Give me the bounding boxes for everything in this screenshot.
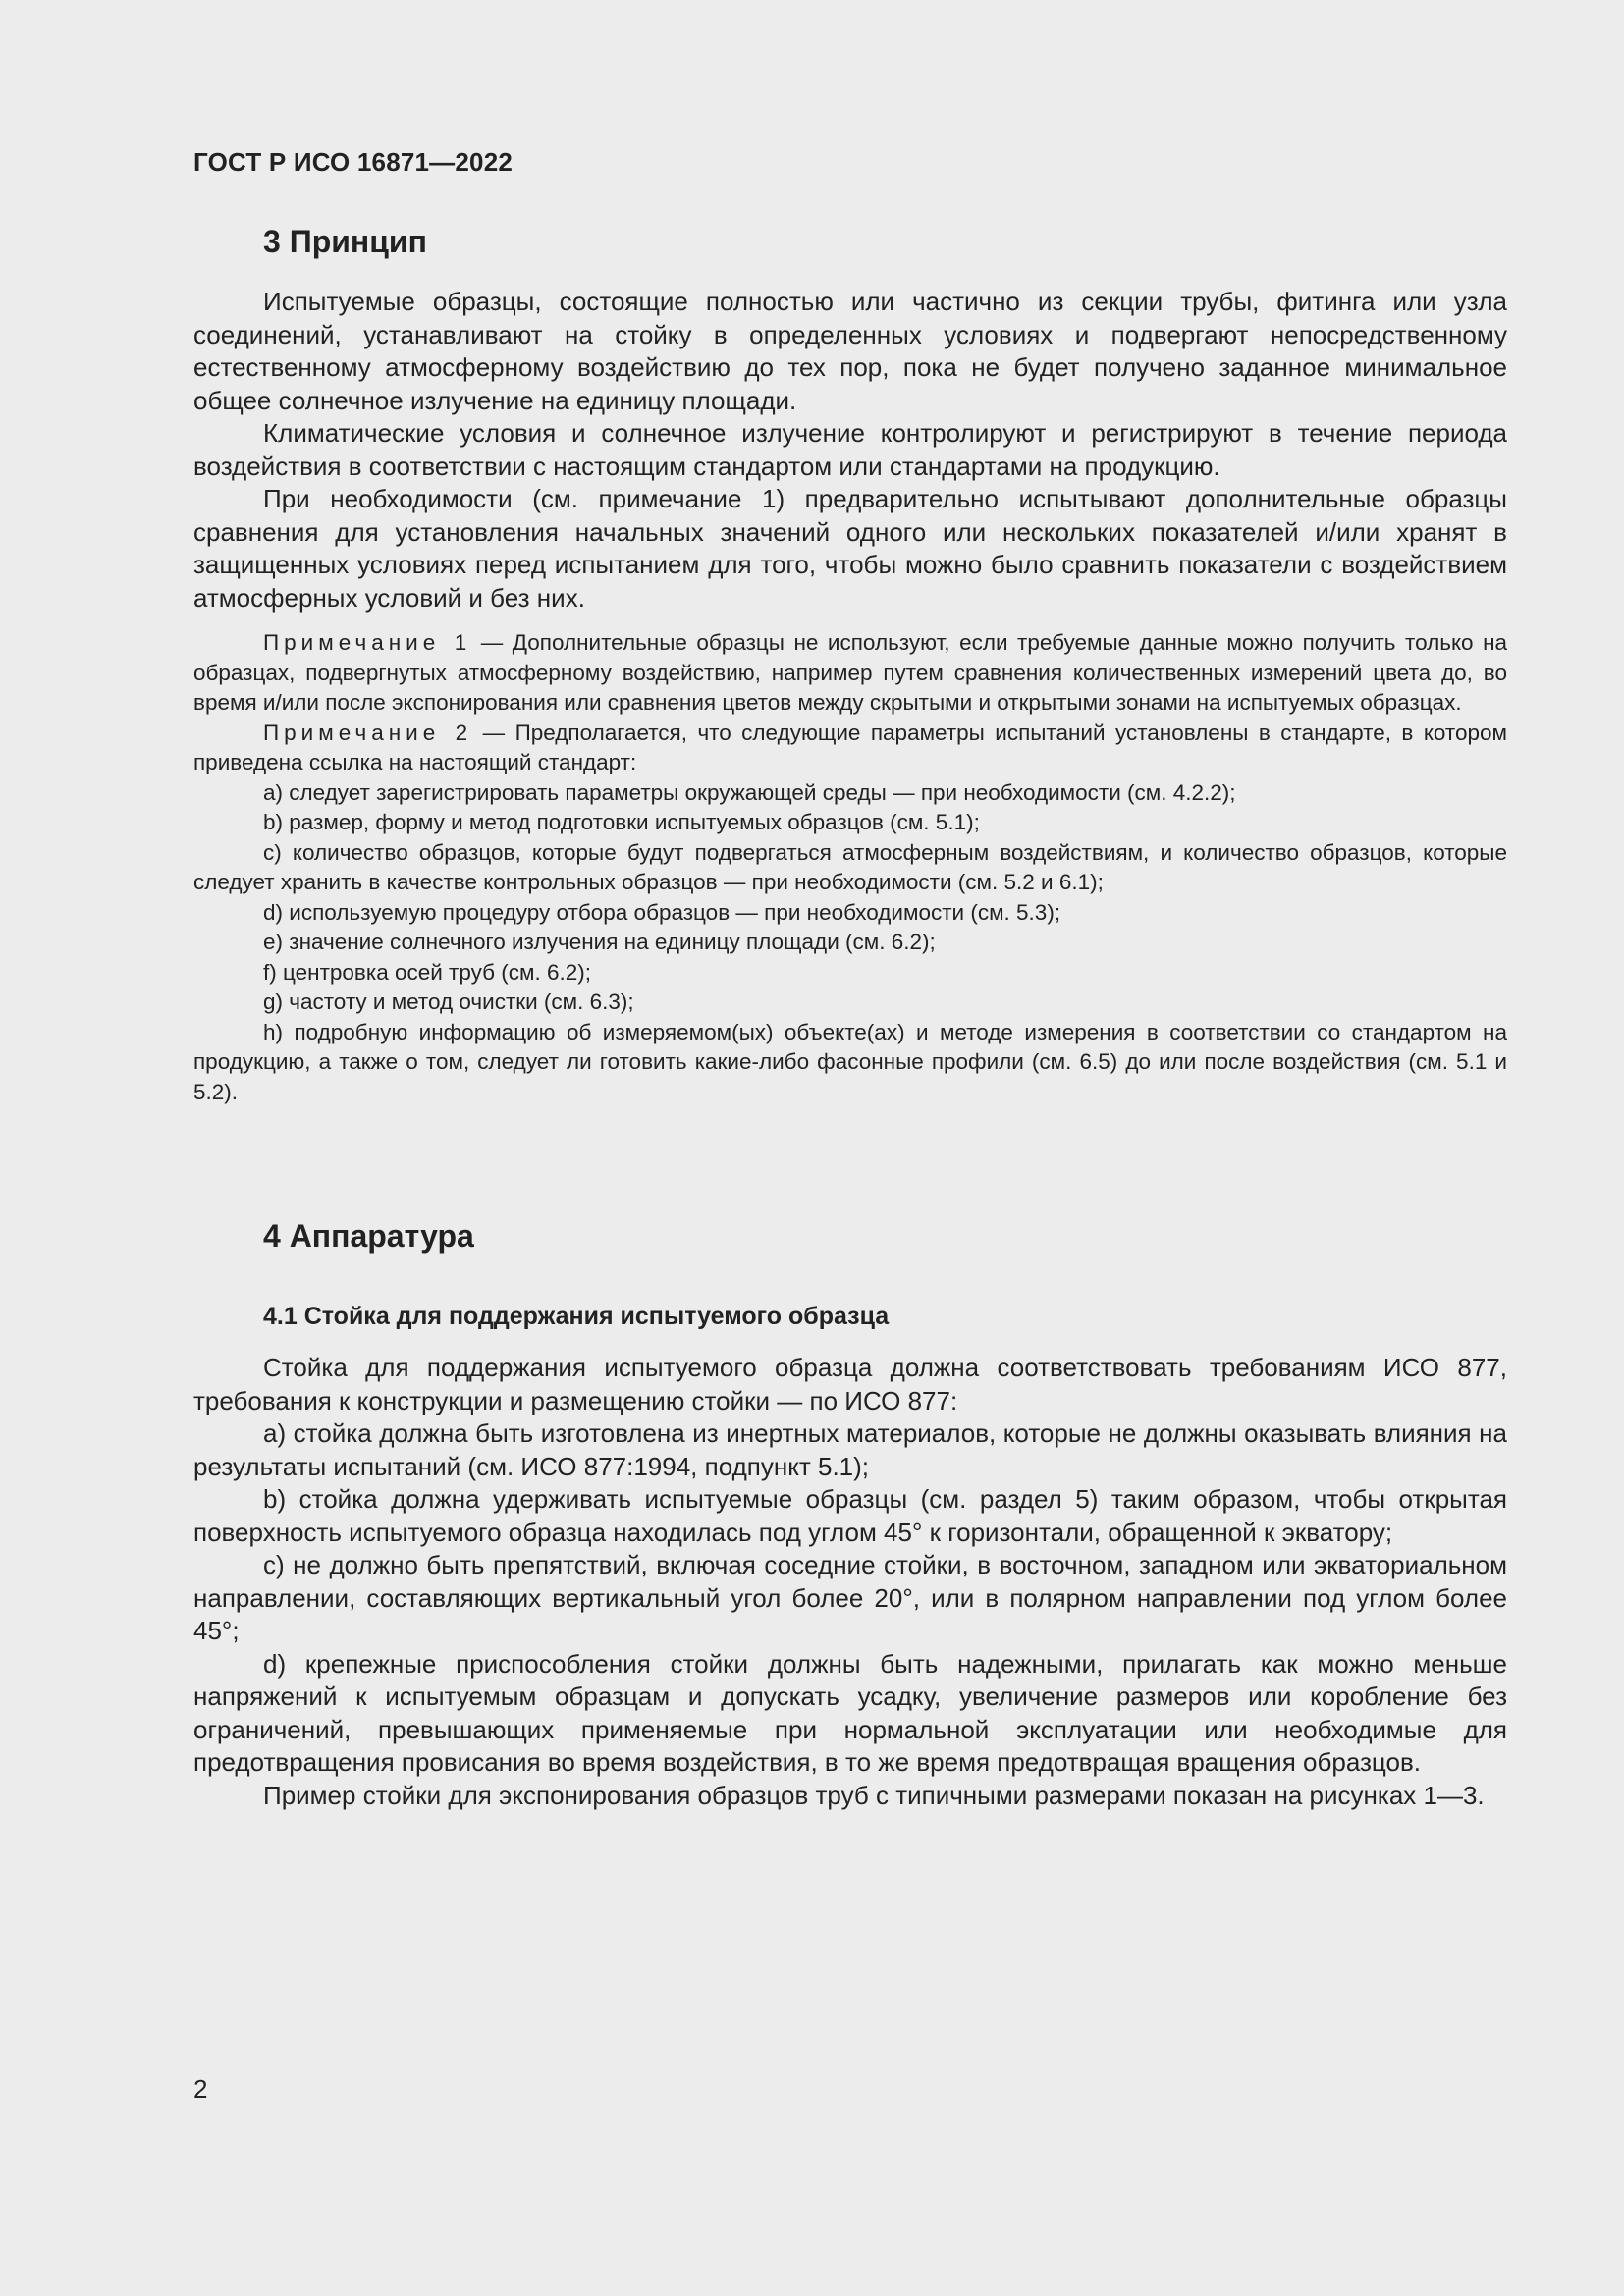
note-list-item: c) количество образцов, которые будут подвергаться атмосферным воздействиям, и количество образцов, которые следует хранить в качестве контрольных образцов — при необходимости (см. 5.2 и 6.1); [193,839,1507,894]
note-2-text: — Предполагается, что следующие параметры испытаний установлены в стандарте, в котором приведена ссылка на настоящий стандарт: [193,720,1507,774]
paragraph: Климатические условия и солнечное излучение контролируют и регистрируют в течение периода воздействия в соответствии с настоящим стандартом или стандартами на продукцию. [193,418,1507,481]
section-3-body [193,286,1507,614]
notes [193,628,1507,1107]
paragraph: Пример стойки для экспонирования образцов труб с типичными размерами показан на рисунках 1—3. [263,1780,1485,1810]
note-1-label: Примечание 1 [263,630,472,655]
note-2-label: Примечание 2 [263,720,473,745]
subsection-4-1-body [193,1352,1507,1812]
section-4 [193,1218,1507,1255]
list-item: c) не должно быть препятствий, включая соседние стойки, в восточном, западном или экваториальном направлении, составляющих вертикальный угол более 20°, или в полярном направлении под углом более 45°; [193,1550,1507,1645]
section-3 [193,224,1507,260]
note-list-item: g) частоту и метод очистки (см. 6.3); [263,989,634,1014]
paragraph: Стойка для поддержания испытуемого образца должна соответствовать требованиям ИСО 877, требования к конструкции и размещению стойки — по ИСО 877: [193,1353,1507,1415]
paragraph: Испытуемые образцы, состоящие полностью или частично из секции трубы, фитинга или узла соединений, устанавливают на стойку в определенных условиях и подвергают непосредственному естественному атмосферному воздействию до тех пор, пока не будет получено заданное минимальное общее солнечное излучение на единицу площади. [193,287,1507,415]
note-list-item: e) значение солнечного излучения на единицу площади (см. 6.2); [263,930,936,954]
note-list-item: a) следует зарегистрировать параметры окружающей среды — при необходимости (см. 4.2.2); [263,779,1236,805]
note-1-text: — Дополнительные образцы не используют, если требуемые данные можно получить только на образцах, подвергнутых атмосферному воздействию, например путем сравнения количественных измерений цвета до, во время и/или после экспонирования или сравнения цветов между скрытыми и открытыми зонами на испытуемых образцах. [193,630,1508,715]
note-1 [193,628,1507,719]
section-3-title: 3 Принцип [263,224,427,259]
subsection-4-1 [193,1303,1507,1331]
page-number: 2 [193,2074,208,2104]
list-item: d) крепежные приспособления стойки должны быть надежными, прилагать как можно меньше напряжений к испытуемым образцам и допускать усадку, увеличение размеров или коробление без ограничений, превышающих применяемые при нормальной эксплуатации или необходимые для предотвращения провисания во время воздействия, в то же время предотвращая вращения образцов. [193,1648,1507,1777]
note-list-item: d) используемую процедуру отбора образцов — при необходимости (см. 5.3); [263,899,1061,925]
note-2 [193,719,1507,778]
section-4-title: 4 Аппаратура [263,1218,474,1254]
list-item: a) стойка должна быть изготовлена из инертных материалов, которые не должны оказывать влияния на результаты испытаний (см. ИСО 877:1994, подпункт 5.1); [193,1418,1507,1481]
paragraph: При необходимости (см. примечание 1) предварительно испытывают дополнительные образцы сравнения для установления начальных значений одного или нескольких показателей и/или хранят в защищенных условиях перед испытанием для того, чтобы можно было сравнить показатели с воздействием атмосферных условий и без них. [193,484,1507,613]
subsection-4-1-title: 4.1 Стойка для поддержания испытуемого образца [263,1303,890,1330]
document-header: ГОСТ Р ИСО 16871—2022 [193,147,514,177]
list-item: b) стойка должна удерживать испытуемые образцы (см. раздел 5) таким образом, чтобы открытая поверхность испытуемого образца находилась под углом 45° к горизонтали, обращенной к экватору; [193,1484,1507,1547]
note-list-item: h) подробную информацию об измеряемом(ых) объекте(ах) и методе измерения в соответствии со стандартом на продукцию, а также о том, следует ли готовить какие-либо фасонные профили (см. 6.5) до или после воздействия (см. 5.1 и 5.2). [193,1019,1507,1104]
note-list-item: b) размер, форму и метод подготовки испытуемых образцов (см. 5.1); [263,810,980,834]
note-list-item: f) центровка осей труб (см. 6.2); [263,959,591,985]
